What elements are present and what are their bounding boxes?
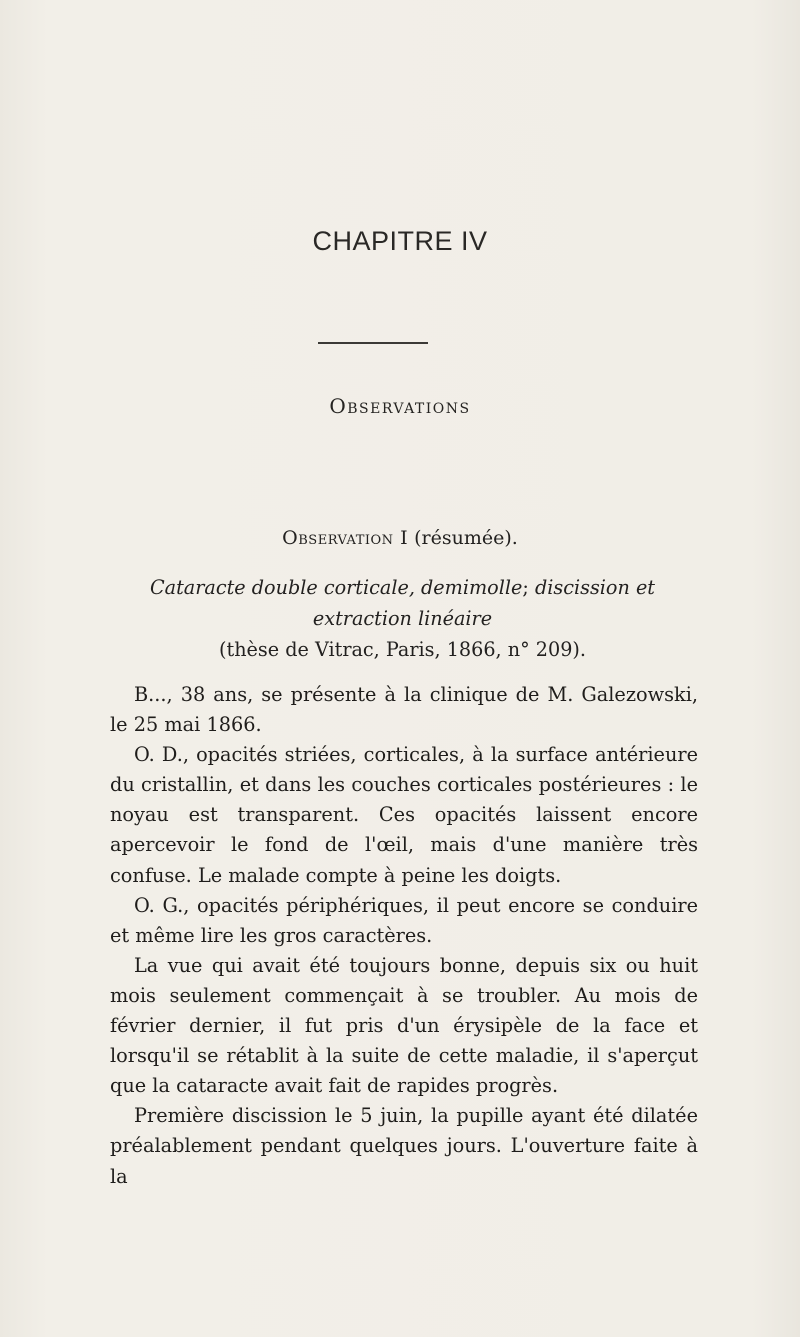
observation-qualifier: (résumée). [414,527,518,549]
section-title: Observations [329,394,471,418]
paragraph-first-discission: Première discission le 5 juin, la pupille ayant été dilatée préalablement pendant quelques jours. L'ouverture faite à la [110,1104,698,1188]
observation-body [110,680,698,1192]
case-diagnosis: Cataracte double corticale, demimolle [149,576,523,599]
paragraph-right-eye: O. D., opacités striées, corticales, à la surface antérieure du cristallin, et dans les couches corticales postérieures : le noyau est transparent. Ces opacités laissent encore apercevoir le fond de l'œil, mais d'une manière très confuse. Le malade compte à peine les doigts. [110,743,698,887]
chapter-title: CHAPITRE IV [312,226,488,256]
section-divider [318,342,428,344]
case-title [110,572,695,665]
paragraph-patient-intro: B..., 38 ans, se présente à la clinique de M. Galezowski, le 25 mai 1866. [110,683,698,737]
case-source: (thèse de Vitrac, Paris, 1866, n° 209). [219,638,586,661]
case-procedure: discission et extraction linéaire [312,576,656,630]
paragraph-left-eye: O. G., opacités périphériques, il peut encore se conduire et même lire les gros caractères. [110,893,698,947]
paragraph-history: La vue qui avait été toujours bonne, depuis six ou huit mois seulement commençait à se troubler. Au mois de février dernier, il fut pris d'un érysipèle de la face et lorsqu'il se rétablit à la suite de cette maladie, il s'aperçut que la cataracte avait fait de rapides progrès. [110,953,698,1098]
observation-heading [0,527,800,549]
observation-label: Observation I [282,527,409,549]
case-separator: ; [522,576,535,599]
